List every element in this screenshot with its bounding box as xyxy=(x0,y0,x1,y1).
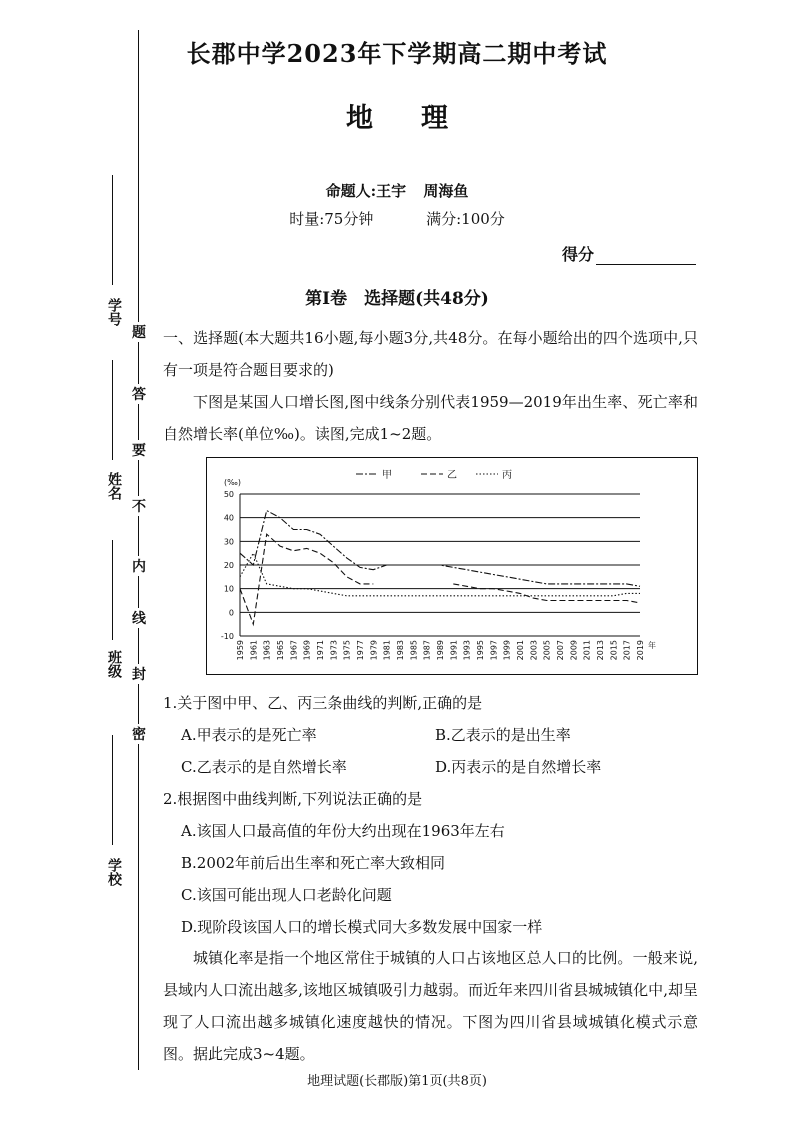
x-tick-label: 1961 xyxy=(249,640,259,661)
q2-option-d[interactable]: D.现阶段该国人口的增长模式同大多数发展中国家一样 xyxy=(181,918,543,936)
legend-label: 丙 xyxy=(502,470,512,481)
x-tick-label: 2005 xyxy=(542,640,552,661)
x-tick-label: 1971 xyxy=(316,640,325,661)
y-tick-label: -10 xyxy=(220,632,234,641)
x-tick-label: 2007 xyxy=(556,640,565,661)
question-1-stem: 1.关于图中甲、乙、丙三条曲线的判断,正确的是 xyxy=(163,694,483,712)
x-tick-label: 1973 xyxy=(329,640,339,661)
x-tick-label: 1983 xyxy=(396,640,405,661)
y-tick-label: 20 xyxy=(223,561,234,570)
seal-char-3: 要 xyxy=(132,440,146,460)
x-tick-label: 1965 xyxy=(276,640,285,661)
passage-3-4: 城镇化率是指一个地区常住于城镇的人口占该地区总人口的比例。一般来说,县域内人口流出越多,该地区城镇吸引力越弱。而近年来四川省县城城镇化中,却呈现了人口流出越多城镇化速度越快的情况。下图为四川省县域城镇化模式示意图。据此完成3~4题。 xyxy=(163,949,698,1063)
seal-char-8: 密 xyxy=(132,724,146,744)
x-tick-label: 1997 xyxy=(489,640,499,661)
intro-1-2: 下图是某国人口增长图,图中线条分别代表1959—2019年出生率、死亡率和自然增长率(单位‰)。读图,完成1~2题。 xyxy=(163,393,698,443)
student-id-label: 学号 xyxy=(106,298,122,326)
x-tick-label: 2015 xyxy=(609,640,619,661)
x-tick-label: 1995 xyxy=(476,640,485,661)
part-title: 第Ⅰ卷 选择题(共48分) xyxy=(305,289,489,309)
time-limit: 时量:75分钟 xyxy=(289,210,374,228)
author-line xyxy=(0,180,794,201)
x-tick-label: 1977 xyxy=(356,640,365,661)
instructions: 一、选择题(本大题共16小题,每小题3分,共48分。在每小题给出的四个选项中,只有一项是符合题目要求的) xyxy=(163,329,698,379)
series-line-3 xyxy=(240,553,640,596)
y-tick-label: 30 xyxy=(223,537,234,547)
class-line[interactable] xyxy=(112,540,113,640)
seal-char-4: 不 xyxy=(132,496,146,516)
q1-option-c[interactable]: C.乙表示的是自然增长率 xyxy=(181,758,347,776)
x-tick-label: 1979 xyxy=(369,640,379,661)
q2-option-c[interactable]: C.该国可能出现人口老龄化问题 xyxy=(181,886,392,904)
y-tick-label: 40 xyxy=(223,513,234,523)
author-2: 周海鱼 xyxy=(423,182,469,200)
school-line[interactable] xyxy=(112,735,113,845)
full-score: 满分:100分 xyxy=(426,210,505,228)
seal-char-7: 封 xyxy=(132,664,146,684)
x-tick-label: 2011 xyxy=(582,640,592,661)
x-tick-label: 2003 xyxy=(529,640,539,661)
x-tick-label: 1969 xyxy=(302,640,312,661)
y-tick-label: 10 xyxy=(223,584,234,594)
legend-label: 甲 xyxy=(382,470,392,481)
x-tick-label: 2009 xyxy=(569,640,579,661)
seal-char-6: 线 xyxy=(132,608,146,628)
x-tick-label: 2001 xyxy=(516,640,525,661)
page-footer: 地理试题(长郡版)第1页(共8页) xyxy=(307,1074,487,1089)
score-field[interactable] xyxy=(562,242,696,265)
seal-char-1: 题 xyxy=(132,322,146,342)
name-line[interactable] xyxy=(112,360,113,460)
x-tick-label: 1967 xyxy=(289,640,299,661)
population-chart xyxy=(206,457,698,675)
x-tick-label: 1985 xyxy=(409,640,419,661)
score-label: 得分 xyxy=(562,245,595,264)
x-tick-label: 1989 xyxy=(436,640,445,661)
x-tick-label: 2013 xyxy=(596,640,605,661)
q1-option-b[interactable]: B.乙表示的是出生率 xyxy=(435,726,571,744)
x-tick-label: 1963 xyxy=(262,640,272,661)
name-label: 姓名 xyxy=(106,472,122,500)
y-axis-label: (‰) xyxy=(224,478,241,487)
subject-title: 地理 xyxy=(346,103,496,134)
time-score-line xyxy=(0,208,794,229)
class-label: 班级 xyxy=(106,650,122,678)
school-label: 学校 xyxy=(106,858,122,886)
q1-option-a[interactable]: A.甲表示的是死亡率 xyxy=(181,726,317,744)
q2-option-a[interactable]: A.该国人口最高值的年份大约出现在1963年左右 xyxy=(181,822,505,840)
x-tick-label: 1981 xyxy=(382,640,392,661)
seal-char-2: 答 xyxy=(132,384,146,404)
author-1: 命题人:王宇 xyxy=(325,182,407,200)
x-tick-label: 1993 xyxy=(462,640,472,661)
q1-option-d[interactable]: D.丙表示的是自然增长率 xyxy=(435,758,602,776)
series-line-2 xyxy=(240,534,640,624)
x-tick-label: 1975 xyxy=(342,640,352,661)
x-tick-label: 1987 xyxy=(422,640,432,661)
exam-title: 长郡中学2023年下学期高二期中考试 xyxy=(186,39,608,68)
y-tick-label: 0 xyxy=(228,608,234,618)
x-axis-unit: 年 xyxy=(648,641,656,650)
x-tick-label: 1959 xyxy=(236,640,245,661)
q2-option-b[interactable]: B.2002年前后出生率和死亡率大致相同 xyxy=(181,854,445,872)
x-tick-label: 2019 xyxy=(636,640,645,661)
score-blank[interactable] xyxy=(596,248,696,265)
question-2-stem: 2.根据图中曲线判断,下列说法正确的是 xyxy=(163,790,423,808)
seal-char-5: 内 xyxy=(132,556,146,576)
legend-label: 乙 xyxy=(447,470,457,481)
x-tick-label: 1999 xyxy=(502,640,512,661)
y-tick-label: 50 xyxy=(223,490,234,499)
x-tick-label: 1991 xyxy=(449,640,459,661)
x-tick-label: 2017 xyxy=(622,640,632,661)
series-line-1 xyxy=(240,511,640,587)
